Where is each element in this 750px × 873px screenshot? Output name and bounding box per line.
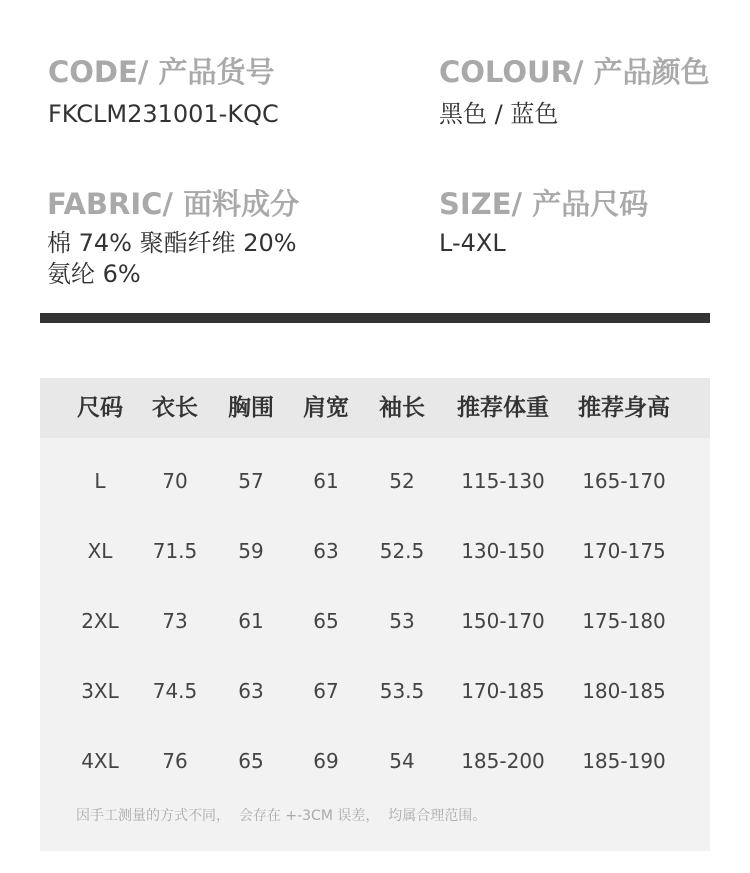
product-colour-value: 黑色 / 蓝色: [439, 100, 559, 128]
cell-sleeve: 52: [389, 469, 415, 493]
cell-height: 170-175: [582, 539, 666, 563]
cell-length: 74.5: [152, 679, 198, 703]
table-row: [40, 537, 710, 565]
cell-weight: 170-185: [461, 679, 545, 703]
header-shoulder: 肩宽: [303, 395, 349, 421]
cell-height: 165-170: [582, 469, 666, 493]
measurement-footnote: 因手工测量的方式不同， 会存在 +-3CM 误差， 均属合理范围。: [76, 808, 487, 824]
cell-height: 180-185: [582, 679, 666, 703]
header-sleeve: 袖长: [379, 395, 425, 421]
size-range-block: [439, 186, 648, 259]
cell-size: L: [94, 469, 106, 493]
cell-length: 71.5: [152, 539, 198, 563]
header-size: 尺码: [77, 395, 123, 421]
cell-shoulder: 65: [313, 609, 339, 633]
product-colour-block: [439, 54, 710, 130]
cell-size: 4XL: [81, 749, 119, 773]
cell-sleeve: 53: [389, 609, 415, 633]
cell-weight: 115-130: [461, 469, 545, 493]
cell-size: XL: [87, 539, 113, 563]
table-row: [40, 467, 710, 495]
cell-chest: 57: [238, 469, 264, 493]
cell-chest: 63: [238, 679, 264, 703]
table-row: [40, 747, 710, 775]
table-row: [40, 607, 710, 635]
header-height: 推荐身高: [578, 395, 670, 421]
cell-weight: 185-200: [461, 749, 545, 773]
cell-sleeve: 54: [389, 749, 415, 773]
fabric-label: FABRIC/ 面料成分: [47, 187, 300, 221]
size-range-value: L-4XL: [439, 229, 506, 257]
cell-length: 76: [162, 749, 188, 773]
cell-sleeve: 52.5: [379, 539, 425, 563]
cell-shoulder: 63: [313, 539, 339, 563]
fabric-value-line-2: 氨纶 6%: [47, 260, 141, 288]
cell-shoulder: 61: [313, 469, 339, 493]
size-chart-header-row: [40, 378, 710, 438]
cell-chest: 65: [238, 749, 264, 773]
cell-weight: 150-170: [461, 609, 545, 633]
size-chart-table: [40, 378, 710, 851]
product-code-block: [48, 54, 279, 130]
size-range-label: SIZE/ 产品尺码: [439, 187, 649, 221]
cell-chest: 59: [238, 539, 264, 563]
product-colour-label: COLOUR/ 产品颜色: [439, 55, 710, 89]
section-divider: [40, 313, 710, 323]
product-code-value: FKCLM231001-KQC: [48, 100, 279, 128]
cell-height: 185-190: [582, 749, 666, 773]
cell-length: 70: [162, 469, 188, 493]
cell-weight: 130-150: [461, 539, 545, 563]
cell-shoulder: 67: [313, 679, 339, 703]
product-code-label: CODE/ 产品货号: [48, 55, 275, 89]
header-weight: 推荐体重: [457, 395, 549, 421]
fabric-value-line-1: 棉 74% 聚酯纤维 20%: [47, 229, 297, 257]
cell-size: 2XL: [81, 609, 119, 633]
cell-sleeve: 53.5: [379, 679, 425, 703]
cell-length: 73: [162, 609, 188, 633]
cell-size: 3XL: [81, 679, 119, 703]
table-row: [40, 677, 710, 705]
cell-shoulder: 69: [313, 749, 339, 773]
header-length: 衣长: [152, 395, 198, 421]
cell-chest: 61: [238, 609, 264, 633]
fabric-block: [47, 186, 299, 290]
cell-height: 175-180: [582, 609, 666, 633]
header-chest: 胸围: [228, 395, 274, 421]
